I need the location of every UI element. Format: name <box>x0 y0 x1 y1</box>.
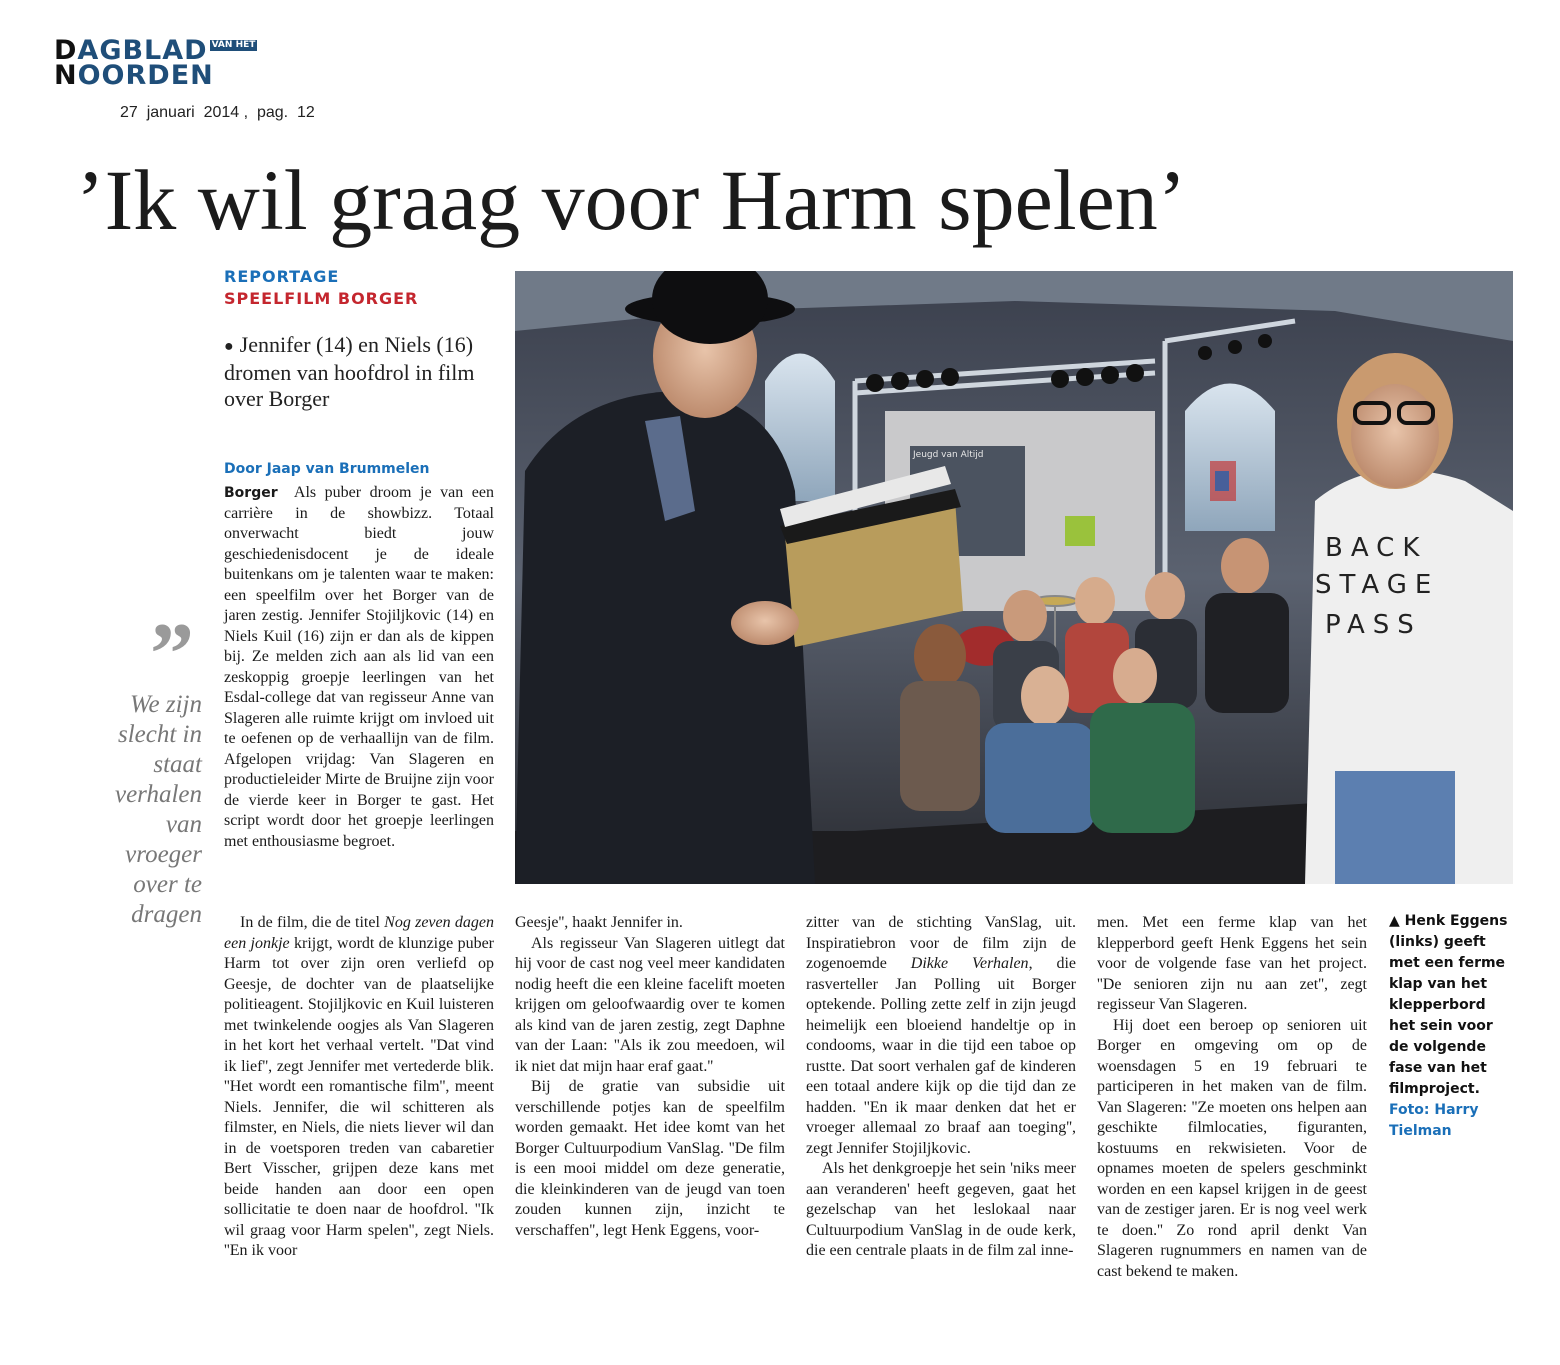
intro-text: ● Jennifer (14) en Niels (16) dromen van hoofdrol in film over Borger <box>224 332 475 411</box>
article-column-1-top: Borger Als puber droom je van een carrière in de showbizz. Totaal onverwacht biedt jouw geschiedenisdocent je de ideale buitenkans om je talenten waar te maken: een speelfilm over het Borger van de jaren zestig. Jennifer Stojiljkovic (14) en Niels Kuil (16) zijn er dan als de kippen bij. Ze melden zich aan als lid van een zeskoppig groepje leerlingen van het Esdal-college dat van regisseur Anne van Slageren alle ruimte krijgt om invloed uit te oefenen op de verhaallijn van de film. Afgelopen vrijdag: Van Slageren en productieleider Mirte de Bruijne zijn voor de vierde keer in Borger te gast. Het script wordt door het groepje leerlingen met enthousiasme begroet. <box>224 484 495 850</box>
pull-quote <box>90 606 202 930</box>
church-window-right <box>1185 384 1275 532</box>
article-photo <box>515 271 1513 884</box>
film-title: Nog zeven dagen een jonkje <box>224 914 494 952</box>
quote-mark-icon: ” <box>150 606 194 703</box>
article-column-4: men. Met een ferme klap van het klepperbord geeft Henk Eggens het sein voor de volgende fase van het project. ''De senioren zijn nu aan zet'', zegt regisseur Van Slageren. Hij doet een beroep op senioren uit Borger en omgeving om op de woensdagen 5 en 19 februari te participeren in het maken van de film. Van Slageren: ''Ze moeten ons helpen aan geschikte filmlocaties, figuranten, kostuums en rekwisieten. Voor de opnames moeten de spelers geschminkt worden en een kapsel krijgen in de geest van de zestiger jaren. Er is nog veel werk te doen.'' Zo rond april denkt Van Slageren rugnummers en namen van de cast bekend te maken. <box>1097 914 1367 1280</box>
placeline: Borger <box>224 485 278 501</box>
shirt-text-pass: PASS <box>1325 610 1422 640</box>
screen-text: Jeugd van Altijd <box>913 450 984 460</box>
article-column-2: Geesje'', haakt Jennifer in. Als regisseur Van Slageren uitlegt dat hij voor de cast nog veel meer kandidaten nodig heeft die een kleine facelift moeten krijgen om geloofwaardig over te komen als kind van de jaren zestig, zegt Daphne van der Laan: ''Als ik zou meedoen, wil ik niet dat mijn haar eraf gaat.'' Bij de gratie van subsidie uit verschillende potjes kan de speelfilm worden gemaakt. Het idee komt van het Borger Cultuurpodium VanSlag. ''De film is een mooi middel om deze generatie, die kleinkinderen van de jeugd van toen zouden kunnen zijn, inzicht te verschaffen'', legt Henk Eggens, voor- <box>515 914 785 1239</box>
photo-caption: ▲ Henk Eggens (links) geeft met een ferme klap van het klepperbord het sein voor de volgende fase van het filmproject. Foto: Harry Tielman <box>1389 913 1508 1139</box>
article-column-1-bottom: In de film, die de titel Nog zeven dagen een jonkje krijgt, wordt de klunzige puber Harm tot over zijn oren verliefd op Geesje, de dochter van de plaatselijke politieagent. Stojiljkovic en Kuil luisteren met twinkelende oogjes als Van Slageren in het kort het verhaal vertelt. ''Dat vind ik lief'', zegt Jennifer met vertederde blik. ''Het wordt een romantische film'', meent Niels. Jennifer, die wil schitteren als filmster, en Niels, die niets liever wil dan in de voetsporen treden van cabaretier Bert Visscher, grijpen deze kans met beide handen aan door een open sollicitatie te doen naar de hoofdrol. ''Ik wil graag voor Harm spelen'', zegt Niels. ''En ik voor <box>224 914 495 1259</box>
byline: Door Jaap van Brummelen <box>224 461 430 477</box>
logo-van-het: VAN HET <box>211 40 256 50</box>
pull-quote-text: We zijn slecht in staat verhalen van vroeger over te dragen <box>114 691 202 928</box>
book-title: Dikke Verhalen <box>910 955 1029 972</box>
headline: ’Ik wil graag voor Harm spelen’ <box>76 152 1187 248</box>
article-column-3: zitter van de stichting VanSlag, uit. Inspiratiebron voor de film zijn de zogenoemde Dikke Verhalen, die rasverteller Jan Polling uit Borger optekende. Polling zette zelf in zijn jeugd heimelijk een bloeiend handeltje op in condooms, waar in die tijd een taboe op rustte. Dat soort verhalen gaf de kinderen een totaal andere kijk op die tijd dan ze hadden. ''En ik maar denken dat het er vroeger allemaal zo braaf aan toeging'', zegt Jennifer Stojiljkovic. Als het denkgroepje het sein 'niks meer aan veranderen' heeft gegeven, gaat het gezelschap van het leslokaal naar Cultuurpodium VanSlag in de oude kerk, die een centrale plaats in de film zal inne- <box>806 914 1077 1259</box>
newspaper-logo: DAGBLAD VAN HET NOORDEN <box>54 35 256 91</box>
kicker-topic: SPEELFILM BORGER <box>224 289 419 308</box>
dateline: 27 januari 2014 , pag. 12 <box>120 104 315 121</box>
shirt-text-stage: STAGE <box>1315 570 1440 600</box>
kicker-section: REPORTAGE <box>224 267 340 286</box>
bullet-icon: ● <box>224 337 234 355</box>
photo-credit: Foto: Harry Tielman <box>1389 1102 1479 1139</box>
caption-arrow-icon: ▲ <box>1389 913 1400 929</box>
shirt-text-back: BACK <box>1325 533 1428 563</box>
